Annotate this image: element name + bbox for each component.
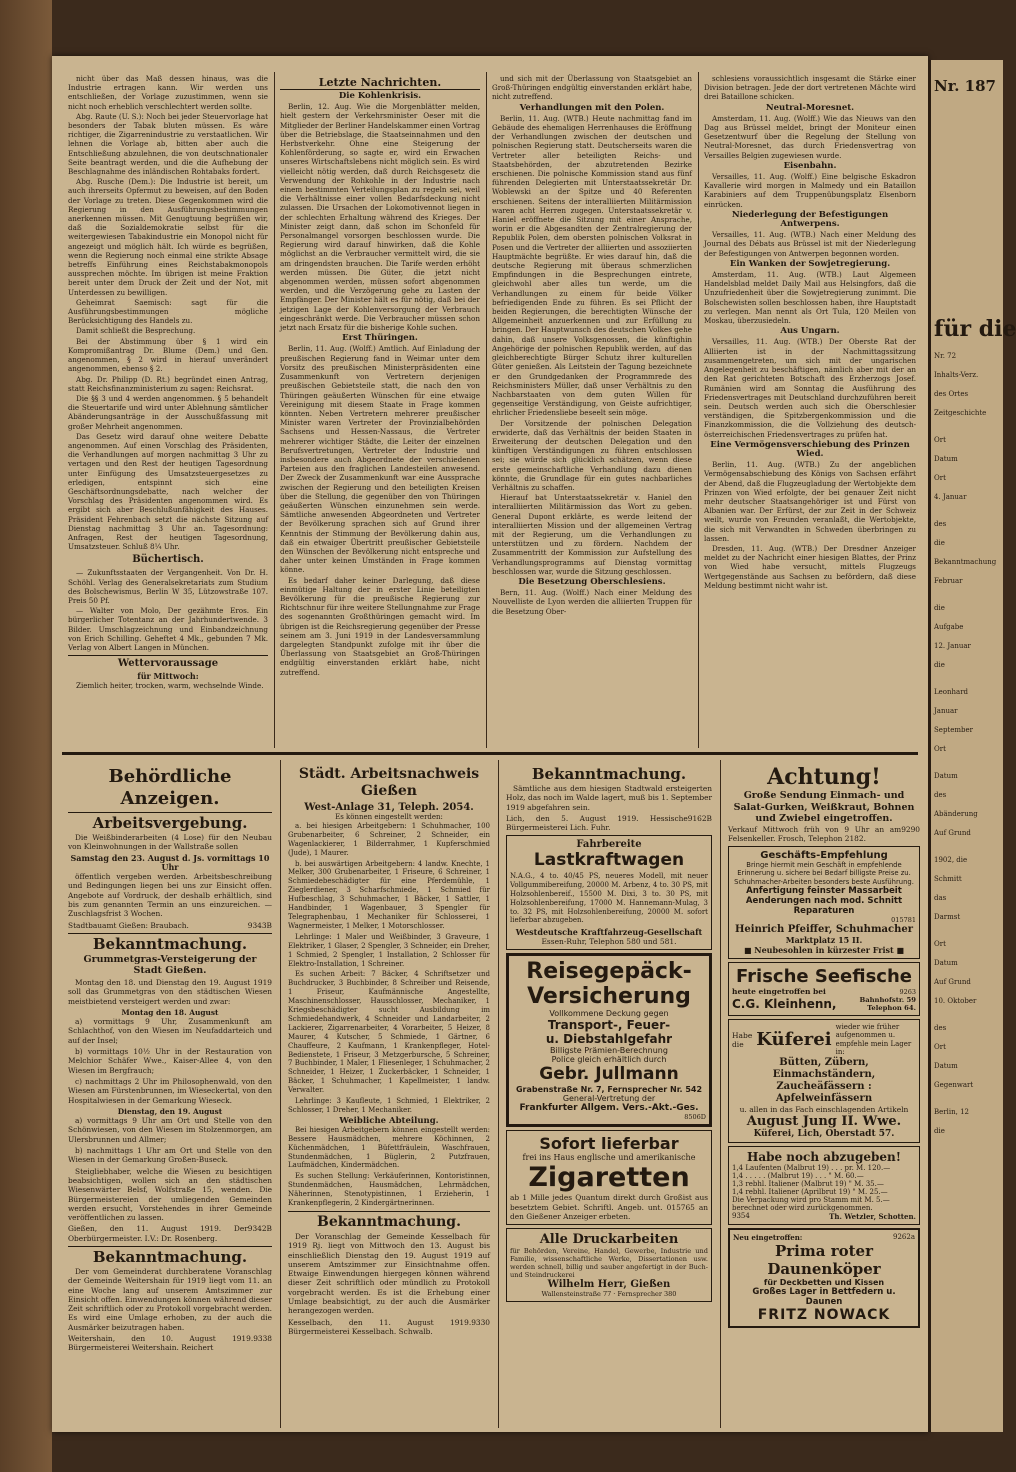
ad-list-item: a) vormittags 9 Uhr am Ort und Stelle von den Schönwiesen, von den Wiesen im Stolzenmorgen, am Ulersbrunnen und Allmer; (68, 1116, 272, 1144)
weather-text: Ziemlich heiter, trocken, warm, wechselnde Winde. (76, 681, 264, 691)
ad-text: u. allen in das Fach einschlagenden Artikeln (739, 1104, 909, 1114)
ad-text: Lehrlinge: 3 Kaufleute, 1 Schmied, 1 Elektriker, 2 Schlosser, 1 Dreher, 1 Mechaniker. (288, 1097, 490, 1114)
ad-list-item: b) vormittags 10½ Uhr in der Restauration von Melchior Schäfer Wwe., Kaiser-Allee 4, von den Wiesen im Bergfrauch; (68, 1047, 272, 1075)
article-heading: Erst Thüringen. (342, 333, 418, 344)
article-heading: Die Kohlenkrisis. (338, 91, 422, 101)
adjacent-page-line: Auf Grund (934, 978, 971, 986)
ad-text: für Deckbetten und Kissen (763, 1277, 885, 1287)
ad-heading: Arbeitsvergebung. (92, 814, 248, 832)
sale-row: 1,3 rebhl. Italiener (Malbrut 19) " M. 35.— (732, 1179, 884, 1188)
ad-heading: Bekanntmachung. (317, 1213, 461, 1230)
paragraph: Dresden, 11. Aug. (WTB.) Der Dresdner Anzeiger meldet zu der Nachricht einer hiesigen Blattes, der Prinz von Wied habe versucht, mittels Flugzeugs Wertgegenstände aus Sachsen zu befördern, daß diese Meldung bestimmt nicht wahr ist. (704, 543, 916, 590)
ad-code: 9343B (247, 920, 272, 930)
ad-title: Reisegepäck- (526, 959, 692, 985)
column-rule (280, 760, 281, 1428)
sale-row: 1,4 Laufenten (Malbrut 19) . . . pr. M. 120.— (732, 1163, 891, 1172)
article-heading: Niederlegung der Befestigungen Antwerpens. (731, 209, 889, 230)
ad-text: Es suchen Stellung: Verkäuferinnen, Kontoristinnen, Stundenmädchen, Hausmädchen, Lehrmädchen, Näherinnen, Stenotypistinnen, 1 Erzieherin, 1 Krankenpflegerin, 2 Kindergärtnerinnen. (288, 1172, 490, 1208)
column-rule (698, 72, 699, 748)
paragraph: Amsterdam, 11. Aug. (WTB.) Laut Algemeen Handelsblad meldet Daily Mail aus Helsingfors, daß die Unzufriedenheit über die Sowjetregierung zunimmt. Die Bolschewisten sollen beschlossen haben, ihre Hauptstadt zu verlegen. Man nennt als Ort Tula, 120 Meilen von Moskau, überzusiedeln. (704, 270, 916, 326)
paragraph: Abg. Raute (U. S.): Noch bei jeder Steuervorlage hat besonders der Tabak bluten müssen. Es wäre richtiger, die Zigarrenindustrie zu verstaatlichen. Wir lehnen die Vorlage ab, bitten aber auch die Entschließung abzulehnen, die von deutschnationaler Seite beantragt werden, und die die Aufhebung der Beschlagnahme des inländischen Rohtabaks fordert. (68, 111, 268, 177)
ad-text: Der vom Gemeinderat durchberatene Voranschlag der Gemeinde Weitershain für 1919 liegt vom 11. an eine Woche lang auf unserem Amtszimmer zur Einsicht offen. Einwendungen können während dieser Zeit schriftlich oder zu Protokoll vorgebracht werden. Es wird eine Umlage erhoben, zu der auch die Ausmärker beizutragen haben. (68, 1266, 272, 1332)
article-heading: Neutral-Moresnet. (765, 102, 855, 113)
ad-code: 015781 (891, 915, 916, 924)
adjacent-page-line: Gegenwart (934, 1081, 974, 1089)
insurance-ad (506, 953, 712, 1127)
ad-text: Vollkommene Deckung gegen (549, 1009, 669, 1019)
article-heading: Ein Wanken der Sowjetregierung. (729, 258, 891, 269)
adjacent-page-line: Aufgabe (934, 623, 964, 631)
adjacent-page-line: Zeitgeschichte (934, 409, 987, 417)
ad-text: Die Weißbinderarbeiten (4 Lose) für den Neubau von Kleinwohnungen in der Wallstraße sollen (68, 833, 272, 852)
paragraph: Versailles, 11. Aug. (WTB.) Der Oberste Rat der Alliierten ist in der Nachmittagssitzung zusammengetreten, um sich mit der ungarischen Angelegenheit zu beschäftigen, nämlich aber mit der an den Rat gerichteten Botschaft des Erzherzogs Josef. Rumänien wird am Sonntag die Ausführung des Friedensvertrages mit Deutschland durchzuführen bereit sein. Deutsch werden auch sich die Oberschlesier verständigen, die Spitzbergenkommission und die Finanzkommission, die die Vollziehung des deutsch-österreichischen Friedensvertrages zu prüfen hat. (704, 337, 916, 439)
ad-text: b. bei auswärtigen Arbeitgebern: 4 landw. Knechte, 1 Melker, 300 Grubenarbeiter, 1 Friseure, 6 Schreiner, 1 Schmiedebeschädigter für eine Pferdemühle, 1 Zieglerdiener, 3 Scharfschmiede, 1 Schmied für Hufbeschlag, 3 Schuhmacher, 1 Bäcker, 1 Sattler, 1 Handbinder, 1 Wagenbauer, 3 Spengler für Telegraphenbau, 1 Mechaniker für Schlosserei, 1 Wagnermeister, 1 Melker, 1 Motorschlosser. (288, 859, 490, 930)
adjacent-page-line: des (934, 1024, 947, 1032)
ad-text: Montag den 18. und Dienstag den 19. August 1919 soll das Grummetgras von den städtischen Wiesen meistbietend versteigert werden und zwar: (68, 977, 272, 1006)
paragraph: Bei der Abstimmung über § 1 wird ein Kompromißantrag Dr. Blume (Dem.) und Gen. angenommen, § 2 wird in hierauf unverändert angenommen, ebenso § 2. (68, 336, 268, 374)
paragraph: Abg. Dr. Philipp (D. Rt.) begründet einen Antrag, statt Reichsfinanzministerium zu sagen: Reichsrat. (68, 374, 268, 393)
ad-firm: FRITZ NOWACK (757, 1306, 891, 1323)
ad-firm: Heinrich Pfeiffer, Schuhmacher (734, 923, 914, 935)
ad-code: 9290 (901, 824, 920, 834)
ad-text: Es suchen Arbeit: 7 Bäcker, 4 Schriftsetzer und Buchdrucker, 3 Buchbinder, 8 Schreiber und Reisende, 1 Friseur, Kaufmännische Angestellte, Maschinenschlosser, Hausschlosser, Mechaniker, 1 Kriegsbeschädigter sucht Ausbildung im Schmiedehandwerk, 4 Schneider und Landarbeiter, 2 Lackierer, Zigarrenarbeiter, 4 Vorarbeiter, 5 Heizer, 8 Maurer, 4 Kutscher, 5 Schmiede, 1 Gärtner, 6 Chauffeure, 2 Kaufmann, 1 Krankenpfleger, Hotel-Bedienstete, 1 Friseur, 3 Metzgerbursche, 5 Schreiner, 7 Buchbinder, 1 Maler, 1 Fliesenleger, 1 Schuhmacher, 2 Schneider, 1 Heizer, 1 Zuckerbäcker, 1 Schneider, 1 Bäcker, 1 Schuhmacher, 1 Kapellmeister, 1 landw. Verwalter. (288, 970, 490, 1095)
section-heading-books: Büchertisch. (132, 554, 204, 566)
ad-title: Versicherung (527, 984, 691, 1010)
sale-row: 1,4 . . . . . (Malbrut 19) . . . " M. 60.— (732, 1171, 864, 1180)
ad-subheading: Grummetgras-Versteigerung der Stadt Gießen. (83, 953, 257, 976)
section-divider (62, 752, 918, 755)
adjacent-page-line: 12. Januar (934, 642, 971, 650)
adjacent-page-line: Leonhard (934, 688, 969, 696)
ad-text: Bringe hiermit mein Geschäft in empfehlende Erinnerung u. sichere bei Bedarf billigste Preise zu. Schuhmacher-Arbeiten besonders beste Ausführung. (734, 861, 914, 886)
paragraph: Berlin, 11. Aug. (Wolff.) Amtlich. Auf Einladung der preußischen Regierung fand in Weimar unter dem Vorsitz des preußischen Ministerpräsidenten eine Zusammenkunft von Vertretern derjenigen preußischen Gebietsteile statt, die nach den von Thüringen geäußerten Wünschen für eine etwaige Vereinigung mit diesem Staate in Frage kommen könnten. Neben Vertretern mehrerer preußischer Minister waren Vertreter der Provinzialbehörden Sachsens und Hessen-Nassaus, die Vertreter mehrerer wichtiger Städte, die Leiter der einzelnen Berufsvertretungen, Vertreter der Industrie und insbesondere auch Abgeordnete der verschiedenen Parteien aus den fraglichen Landesteilen anwesend. Der Zweck der Zusammenkunft war eine Aussprache zwischen der Regierung und den beteiligten Kreisen über die Stellung, die gegenüber den von Thüringen geäußerten Wünschen einzunehmen sein werde. Sämtliche anwesenden Abgeordneten und Vertreter der Bevölkerung sprachen sich auf Grund ihrer Kenntnis der Stimmung der Bevölkerung dahin aus, daß ein etwaiger Übertritt preußischer Gebietsteile den Wünschen der Bevölkerung nicht entspreche und daher unter keinen Umständen in Frage kommen könne. (280, 344, 480, 575)
ad-text: Verkauf Mittwoch früh von 9 Uhr an am Felsenkeller. Frosch, Telephon 2182. (728, 824, 902, 843)
adjacent-page-line: Schmitt (934, 875, 962, 883)
ad-signature: Lich, den 5. August 1919. Hessische Bürgermeisterei Lich. Fuhr. (506, 813, 688, 833)
paragraph: Abg. Rusche (Dem.): Die Industrie ist bereit, um auch ihrerseits Opfermut zu beweisen, auf den Boden der Vorlage zu treten. Diese Gegenkommen wird die Regierung in den Ausführungsbestimmungen anerkennen müssen. Mit Genugtuung begrüßen wir, daß die Sozialdemokratie selbst für die weitergewiesen Tabakindustrie ein Monopol nicht für angezeigt und möglich hält. Ich würde es begrüßen, wenn die Regierung noch einmal eine strikte Absage betreffs Einführung eines Reichstabakmonopols aussprechen möchte. Im übrigen ist meine Fraktion bereit unter dem Druck der Zeit und der Not, mit Unterdessen zu bewilligen. (68, 177, 268, 297)
shoemaker-ad (728, 846, 920, 959)
ads-column-3 (502, 764, 716, 1424)
ad-heading: Bekanntmachung. (531, 765, 687, 783)
ad-text: N.A.G., 4 to. 40/45 PS, neueres Modell, mit neuer Vollgummibereifung, 20000 M. Arbenz, 4 to. 30 PS, mit Holzsohlenbereif., 15500 M. Dixi, 3 to. 30 PS, mit Holzsohlenbereifung, 17000 M. Hannemann-Mulag, 3 to. 32 PS, mit Holzsohlenbereifung, 20000 M. sofort lieferbar abzugeben. (510, 872, 708, 925)
ad-list-item: c) nachmittags 2 Uhr im Philosophenwald, von den Wiesen am Fürstenbrunnen, im Wieseckertal, von den Hospitalwiesen in der Gemarkung Wieseck. (68, 1076, 272, 1105)
ads-column-4 (724, 764, 924, 1424)
adjacent-page-line: Inhalts-Verz. (934, 371, 979, 379)
book-entry: — Zukunftsstaaten der Vergangenheit. Von Dr. H. Schöhl. Verlag des Generalsekretariats zum Studium des Bolschewismus, Berlin W 35, Lützowstraße 107. Preis 50 Pf. (68, 568, 268, 605)
ad-kicker: Neu eingetroffen: (733, 1232, 803, 1242)
adjacent-page-line: Darmst (934, 913, 961, 921)
ad-subheading: West-Anlage 31, Teleph. 2054. (304, 802, 474, 813)
ad-address: Grabenstraße Nr. 7, Fernsprecher Nr. 542 (515, 1085, 703, 1095)
adjacent-page-line: September (934, 726, 973, 734)
paragraph: Versailles, 11. Aug. (Wolff.) Eine belgische Eskadron Kavallerie wird morgen in Malmedy und ein Bataillon Karabiniers auf dem Truppenübungsplatz Elsenborn einrücken. (704, 172, 916, 209)
ad-firm: Wilhelm Herr, Gießen (547, 1279, 671, 1291)
ad-address: Bahnhofstr. 59 Telephon 64. (859, 995, 916, 1012)
ad-text: a. bei hiesigen Arbeitgebern: 1 Schuhmacher, 100 Grubenarbeiter, 6 Schreiner, 2 Schneider, ein Wagenlackierer, 1 Bilderrahmer, 1 Kupferschmied (Jude), 1 Maurer. (288, 821, 490, 857)
adjacent-page-line: Nr. 72 (934, 352, 957, 360)
ad-list-item: a) vormittags 9 Uhr, Zusammenkunft am Schlachthof, von den Wiesen im Neufaddarteich und auf der Insel; (68, 1017, 272, 1045)
adjacent-page-line: Januar (934, 707, 958, 715)
ad-text: Der Voranschlag der Gemeinde Kesselbach für 1919 Rj. liegt von Mittwoch den 13. August bis einschließlich Dienstag den 19. August 1919 auf unserem Amtszimmer zur Einsichtnahme offen. Etwaige Einwendungen hiergegen können während dieser Zeit schriftlich oder mündlich zu Protokoll vorgebracht werden. Es ist die Erhebung einer Umlage beabsichtigt, zu der auch die Ausmärker herangezogen werden. (288, 1231, 490, 1316)
adjacent-page-line: 4. Januar (934, 493, 967, 501)
ad-text: Anfertigung feinster Massarbeit (746, 885, 902, 896)
ad-firm: August Jung II. Wwe. (746, 1113, 902, 1129)
ad-signature: Stadtbauamt Gießen: Braubach. (68, 920, 189, 930)
section-heading-latest-news: Letzte Nachrichten. (280, 77, 480, 90)
adjacent-page-line: Auf Grund (934, 829, 971, 837)
ad-title: Geschäfts-Empfehlung (760, 850, 888, 862)
adjacent-page-line: 1902, die (934, 856, 968, 864)
ad-title: Lastkraftwagen (533, 850, 685, 871)
ad-text: Sämtliche aus dem hiesigen Stadtwald ersteigerten Holz, das noch im Walde lagert, muß bis 1. September 1919 abgefahren sein. (506, 784, 712, 812)
ad-text: Großes Lager in Bettfedern u. Daunen (752, 1286, 896, 1307)
ads-section-title: Behördliche Anzeigen. (108, 766, 232, 809)
paragraph: Geheimrat Saemisch: sagt für die Ausführungsbestimmungen mögliche Berücksichtigung des Handels zu. (68, 297, 268, 326)
ads-column-2 (284, 764, 494, 1424)
article-heading: Eisenbahn. (783, 160, 837, 171)
ad-address: Wallensteinstraße 77 · Fernsprecher 380 (541, 1290, 677, 1299)
ad-text: Lehrlinge: 1 Maler und Weißbinder, 3 Graveure, 1 Elektriker, 1 Glaser, 2 Spengler, 3 Schneider, ein Dreher, 1 Schmied, 2 Spengler, 1 Installation, 2 Schlosser für Elektro-Installation, 1 Schreiner. (288, 932, 490, 968)
article-heading: Aus Ungarn. (780, 326, 840, 337)
ad-text: Habe die (732, 1030, 753, 1049)
adjacent-page-line: die (934, 661, 945, 669)
adjacent-page-line: des (934, 520, 947, 528)
paragraph: Versailles, 11. Aug. (WTB.) Nach einer Meldung des Journal des Débats aus Brüssel ist mit der Niederlegung der Befestigungen von Antwerpen begonnen worden. (704, 230, 916, 258)
adjacent-page-line: des Ortes (934, 390, 969, 398)
adjacent-page-line: Februar (934, 577, 963, 585)
feather-ad (728, 1228, 920, 1328)
ad-text: Billigste Prämien-Berechnung (550, 1046, 668, 1056)
adjacent-page-line: des (934, 791, 947, 799)
paragraph: Das Gesetz wird darauf ohne weitere Debatte angenommen. Auf einen Vorschlag des Präsidenten, die Verhandlungen auf morgen nachmittag 3 Uhr zu vertagen und den Rest der heutigen Tagesordnung unter Einfügung des Umsatzsteuergesetzes zu erledigen, entspinnt sich eine Geschäftsordnungsdebatte, nach welcher der Vorschlag des Präsidenten angenommen wird. Es ergibt sich aber Beschlußunfähigkeit des Hauses. Präsident Fehrenbach setzt die nächste Sitzung auf Dienstag nachmittag 3 Uhr an. Tagesordnung: Anfragen, Rest der heutigen Tagesordnung, Umsatzsteuer. Schluß 8¼ Uhr. (68, 431, 268, 552)
article-heading: Eine Vermögensverschiebung des Prinzen Wied. (710, 439, 910, 459)
adjacent-page-line: die (934, 1127, 945, 1135)
paragraph: schlesiens voraussichtlich insgesamt die Stärke einer Division betragen. Jede der dort vertretenen Mächte wird drei Bataillone schicken. (704, 74, 916, 102)
ad-code: 9330 (471, 1317, 490, 1327)
adjacent-page-line: Abänderung (934, 810, 978, 818)
ad-heading: Bekanntmachung. (92, 934, 248, 953)
ad-heading: Bekanntmachung. (92, 1247, 248, 1266)
ad-text: ■ Neubesohlen in kürzester Frist ■ (743, 944, 905, 955)
adjacent-page-line: Ort (934, 1043, 946, 1051)
ad-text: Reparaturen (793, 905, 855, 916)
adjacent-page-fragment (928, 60, 1016, 1432)
adjacent-page-line: Datum (934, 772, 958, 780)
ad-signature: Gießen, den 11. August 1919. Der Oberbürgermeister. I.V.: Dr. Rosenberg. (68, 1224, 248, 1243)
ad-title: Zigaretten (528, 1162, 690, 1194)
ad-text: wieder wie früher aufgenommen u. empfehle mein Lager in: (835, 1022, 912, 1057)
ad-firm: Gebr. Jullmann (539, 1064, 679, 1085)
paragraph: Es bedarf daher keiner Darlegung, daß diese einmütige Haltung der in erster Linie beteiligten Bevölkerung für die preußische Regierung zur Richtschnur für ihre weitere Stellungnahme zur Frage des sogenannten Großthüringen gemacht wird. Im übrigen ist die Reichsregierung gegenüber der Presse seinem am 3. Juni 1919 in der Landesversammlung dargelegten Standpunkt zufolge mit ihr über die Überlassung von Staatsgebiet an Groß-Thüringen endgültig einverstanden erklärt habe, nicht zutreffend. (280, 575, 480, 677)
adjacent-page-number: Nr. 187 (934, 77, 996, 95)
book-entry: — Walter von Molo, Der gezähmte Eros. Ein bürgerlicher Totentanz an der Jahrhundertwende. 3 Bilder. Umschlagzeichnung und Einbandzeichnung von Erich Schilling. Geheftet 4 Mk., gebunden 7 Mk. Verlag von Albert Langen in München. (68, 606, 268, 652)
ad-text: frei ins Haus englische und amerikanische (522, 1153, 696, 1163)
cigarette-ad (506, 1130, 712, 1225)
ad-text: General-Vertretung der (562, 1094, 656, 1104)
ads-column-1 (64, 764, 276, 1424)
ad-text: heute eingetroffen bei (732, 986, 826, 996)
paragraph: Damit schließt die Besprechung. (76, 326, 196, 336)
book-binding-edge (0, 0, 52, 1472)
ad-firm: Th. Wetzler, Schotten. (829, 1211, 916, 1221)
news-column-2 (280, 74, 480, 746)
adjacent-page-line: die (934, 604, 945, 612)
ad-title: Alle Druckarbeiten (539, 1232, 679, 1248)
news-column-3 (492, 74, 692, 746)
adjacent-page-line: die (934, 539, 945, 547)
cooperage-ad (728, 1019, 920, 1143)
weather-subheading: für Mittwoch: (137, 671, 199, 682)
ad-text: Steigliebhaber, welche die Wiesen zu besichtigen beabsichtigen, wollen sich an den städtischen Wiesenwärter Belsf, Wolfstraße 15, wenden. Die Bürgermeistereien der umliegenden Gemeinden werden ersucht, Vorstehendes in ihrer Gemeinde veröffentlichen zu lassen. (68, 1166, 272, 1223)
paragraph: Hierauf bat Unterstaatssekretär v. Haniel den interalliierten Militärmission das Wort zu geben. General Dupont erklärte, es werde leitend der interalliierten Mission und der allgemeinen Vertrag mit der Regierung, um die Verhandlungen zu unterstützen und zu fördern. Nachdem der Zusammentritt der Kommission zur Aufstellung des Verhandlungsprogramms auf Dienstag vormittag beschlossen war, wurde die Sitzung geschlossen. (492, 493, 692, 576)
ad-text: Aenderungen nach mod. Schnitt (745, 895, 903, 906)
ad-address: Essen-Ruhr, Telephon 580 und 581. (541, 937, 677, 947)
ad-text: Transport-, Feuer- (547, 1018, 671, 1033)
ad-firm: Westdeutsche Kraftfahrzeug-Gesellschaft (515, 927, 703, 938)
sale-row: 1,4 rebhl. Italiener (Aprilbrut 19) " M. 25.— (732, 1187, 888, 1196)
ad-text: Die Verpackung wird pro Stamm mit M. 5.— berechnet oder wird zurückgenommen. (732, 1195, 890, 1212)
news-column-1 (68, 74, 268, 746)
column-rule (498, 760, 499, 1428)
ad-signature: Weitershain, den 10. August 1919. Bürgermeisterei Weitershain. Reichert (68, 1334, 254, 1353)
adjacent-page-line: Bekanntmachung (934, 558, 997, 566)
ad-title: Prima roter Daunenköper (767, 1241, 881, 1278)
ad-kicker: Sofort lieferbar (539, 1134, 679, 1154)
ad-text: Bei hiesigen Arbeitgebern können eingestellt werden: Bessere Hausmädchen, mehrere Köchinnen, 2 Küchenmädchen, 1 Büfettfräulein, Waschfrauen, Stundenmädchen, 1 Büglerin, 2 Putzfrauen, Laufmädchen, Kindermädchen. (288, 1125, 490, 1170)
ad-signature: Kesselbach, den 11. August 1919. Bürgermeisterei Kesselbach. Schwalb. (288, 1317, 472, 1336)
ad-title: Frische Seefische (736, 965, 912, 987)
adjacent-masthead-fragment: für die (934, 316, 1016, 342)
paragraph: Die §§ 3 und 4 werden angenommen. § 5 behandelt die Steuertarife und wird unter Ablehnung sämtlicher Abänderungsanträge in der Ausschußfassung mit großer Mehrheit angenommen. (68, 393, 268, 431)
ad-code: 9354 (732, 1211, 750, 1220)
article-heading: Verhandlungen mit den Polen. (519, 102, 665, 113)
column-rule (274, 72, 275, 748)
print-shop-ad (506, 1228, 712, 1302)
adjacent-page-line: Ort (934, 745, 946, 753)
article-heading: Die Besetzung Oberschlesiens. (518, 576, 666, 587)
ad-text: öffentlich vergeben werden. Arbeitsbeschreibung und Bedingungen liegen bei uns zur Einsicht offen. Angebote auf Vordruck, der deshalb erhältlich, sind bis zum genannten Termin an uns einzureichen. — Zuschlagsfrist 3 Wochen. (68, 872, 272, 919)
ad-code: 9162B (687, 813, 712, 823)
ad-date: Samstag den 23. August d. Js. vormittags 10 Uhr (70, 852, 270, 872)
section-heading-weather: Wettervoraussage (68, 655, 268, 670)
ad-text: Es können eingestellt werden: (335, 813, 443, 821)
poultry-sale-ad (728, 1146, 920, 1225)
ad-address: Küferei, Lich, Oberstadt 57. (753, 1128, 895, 1139)
ad-text: ab 1 Mille jedes Quantum direkt durch Großist aus besetztem Gebiet. Schriftl. Angeb. unt. 015765 an den Gießener Anzeiger erbeten. (510, 1193, 708, 1221)
ad-text: für Behörden, Vereine, Handel, Gewerbe, Industrie und Familie, wissenschaftliche Werke, Dissertationen usw. werden schnell, billig und sauber angefertigt in der Buch- und Steindruckerei (510, 1247, 708, 1280)
fish-ad (728, 962, 920, 1016)
ad-title: Habe noch abzugeben! (746, 1149, 901, 1164)
adjacent-page-line: Ort (934, 474, 946, 482)
column-rule (720, 760, 721, 1428)
ad-code: 9263 (899, 987, 916, 996)
ad-title: Große Sendung Einmach- und Salat-Gurken, Weißkraut, Bohnen und Zwiebel eingetroffen. (733, 790, 915, 824)
ad-date: Montag den 18. August (121, 1007, 219, 1017)
truck-ad (506, 835, 712, 950)
ad-firm: C.G. Kleinhenn, (732, 996, 837, 1011)
paragraph: und sich mit der Überlassung von Staatsgebiet an Groß-Thüringen endgültig einverstanden erklärt habe, nicht zutreffend. (492, 74, 692, 102)
ad-title: Küferei (756, 1029, 832, 1051)
ad-text: u. Diebstahlgefahr (545, 1032, 673, 1047)
newspaper-page (52, 56, 928, 1432)
column-rule (486, 72, 487, 748)
ad-kicker: Fahrbereite (576, 839, 642, 851)
adjacent-page-line: Berlin, 12 (934, 1108, 969, 1116)
ad-code: 9262a (893, 1232, 915, 1241)
ad-code: 9342B (247, 1224, 272, 1234)
adjacent-page-line: Ort (934, 436, 946, 444)
ad-address: Marktplatz 15 II. (785, 934, 863, 945)
paragraph: Bern, 11. Aug. (Wolff.) Nach einer Meldung des Nouvelliste de Lyon werden die alliierten Truppen für die Besetzung Ober- (492, 588, 692, 616)
ad-heading: Achtung! (767, 764, 881, 790)
ad-code: 9338 (253, 1334, 272, 1344)
ad-text: Bütten, Zübern, Einmachständern, Zaucheäfässern : Apfelweinfässern (772, 1056, 876, 1104)
ad-heading: Städt. Arbeitsnachweis Gießen (298, 766, 480, 799)
ad-subheading: Weibliche Abteilung. (339, 1115, 439, 1126)
adjacent-page-line: Datum (934, 1062, 958, 1070)
news-column-4 (704, 74, 916, 746)
ad-text: Police gleich erhältlich durch (551, 1055, 667, 1065)
adjacent-page-line: Ort (934, 940, 946, 948)
ad-text: Frankfurter Allgem. Vers.-Akt.-Ges. (519, 1103, 699, 1114)
ad-date: Dienstag, den 19. August (117, 1106, 223, 1116)
paragraph: Berlin, 12. Aug. Wie die Morgenblätter melden, hielt gestern der Verkehrsminister Oeser mit die Mitglieder der Berliner Handelskammer einen Vortrag über die Betriebslage, die Staatseinnahmen und den Herbstverkehr. Ohne eine Steigerung der Kohlenförderung, so sagte er, wird ein Erwachen unseres Wirtschaftslebens nicht möglich sein. Es wird vielleicht nötig werden, daß durch Reichsgesetz die Verwendung der Rohkohle in der Industrie nach einem bestimmten Verteilungsplan zu regeln sei, weil die Verhältnisse einer vollen Bedarfsdeckung nicht zulassen. Die Ursachen der Lokomotivennot liegen in der schlechten Erhaltung während des Krieges. Der Minister zeigt dann, daß schon im Schonfeld für Personalmangel vorsorgen beschlossen wurde. Die Regierung wird darauf hinwirken, daß die Kohle möglichst an die Verbraucher vermittelt wird, die sie am dringendsten brauchen. Die Tarife werden erhöht werden müssen. Die Güter, die jetzt nicht abgenommen werden, müssen sofort abgenommen werden, und die Verzögerung gehe zu Lasten der Empfänger. Der Minister hält es für nötig, daß bei der jetzigen Lage der Kohlenversorgung der Verbrauch eingeschränkt werde. Die Verbraucher müssen schon jetzt nach Ersatz für die bisherige Kohle suchen. (280, 102, 480, 333)
paragraph: Amsterdam, 11. Aug. (Wolff.) Wie das Nieuws van den Dag aus Brüssel meldet, bringt der Moniteur einen Gesetzentwurf über die Regelung der Stellung von Neutral-Moresnet, das durch Friedensvertrag von Versailles Belgien zugewiesen wurde. (704, 113, 916, 160)
adjacent-page-line: Datum (934, 455, 958, 463)
adjacent-page-line: 10. Oktober (934, 997, 977, 1005)
adjacent-page-text (931, 350, 1003, 1138)
adjacent-page-line: Datum (934, 959, 958, 967)
paragraph: Berlin, 11. Aug. (WTB.) Zu der angeblichen Vermögensabschiebung des Königs von Sachsen erfährt der Abend, daß die Flugzeugladung der Wertobjekte dem Prinzen von Wied erfolgte, der bei genauer Zeit nicht mehr deutscher Staatsangehöriger ist und Fürst von Albanien war. Der Erfürst, der zur Zeit in der Schweiz weilt, wurde von Freunden veranlaßt, die Wertobjekte, die sich mit Verwandten in Schweden überbringen zu lassen. (704, 460, 916, 543)
ad-code: 8506D (684, 1113, 706, 1122)
ad-list-item: b) nachmittags 1 Uhr am Ort und Stelle von den Wiesen in der Gemarkung Großen-Buseck. (68, 1146, 272, 1165)
paragraph: nicht über das Maß dessen hinaus, was die Industrie ertragen kann. Wir werden uns entschließen, der Vorlage zuzustimmen, wenn sie nicht noch erheblich verschlechtert werden sollte. (68, 74, 268, 111)
adjacent-page-line: das (934, 894, 947, 902)
paragraph: Der Vorsitzende der polnischen Delegation erwiderte, daß das Verhältnis der beiden Staaten in Erweiterung der deutschen Delegation und den künftigen Verständigungen zu führen entschlossen sei; sie würde sich glücklich schätzen, wenn diese erste gemeinschaftliche Verhandlung dazu dienen könnte, die Grundlage für ein gutes nachbarliches Verhältnis zu schaffen. (492, 418, 692, 492)
paragraph: Berlin, 11. Aug. (WTB.) Heute nachmittag fand im Gebäude des ehemaligen Herrenhauses die Eröffnung der Verhandlungen zwischen der deutschen und polnischen Regierung statt. Deutscherseits waren die Vertreter aller beteiligten Reichs- und Staatsbehörden, der abzutretenden Bezirke erschienen. Die polnische Kommission stand aus fünf führenden Delegierten mit Unterstaatssekretär Dr. Woblewski an der Spitze und 40 Referenten erschienen. Seitens der interalliierten Militärmission waren acht Herren zugegen. Unterstaatssekretär v. Haniel eröffnete die Sitzung mit einer Ansprache, worin er die Abgesandten der Zentralregierung der Republik Polen, dem obersten polnischen Volksrat in Posen und die Vertreter der alliierten und assoziierten Hauptmächte begrüßte. Er wies darauf hin, daß die deutsche Regierung mit überaus schmerzlichen Empfindungen in die Besprechungen eintrete, gleichwohl aber alles tun werde, um die Verhandlungen zu einem für beide Völker befriedigenden Ende zu führen. Es sei Pflicht der beiden Regierungen, die berechtigten Wünsche der Allgemeinheit anzuerkennen und zur Erfüllung zu bringen. Der Hauptwunsch des deutschen Volkes gehe dahin, daß unsere Volksgenossen, die künftighin Angehörige der polnischen Republik werden, auf das gleichberechtigte Bürger Schutz ihrer kulturellen Güter genießen. Als Leitstein der Tagung bezeichnete er den Grundgedanken der Programmrede des Reichsministers Müller, daß unser Verhältnis zu den Nachbarstaaten von dem guten Willen für gegenseitige Verständigung, von Geiste aufrichtiger, ehrlicher Friedensliebe beseelt sein möge. (492, 113, 692, 418)
